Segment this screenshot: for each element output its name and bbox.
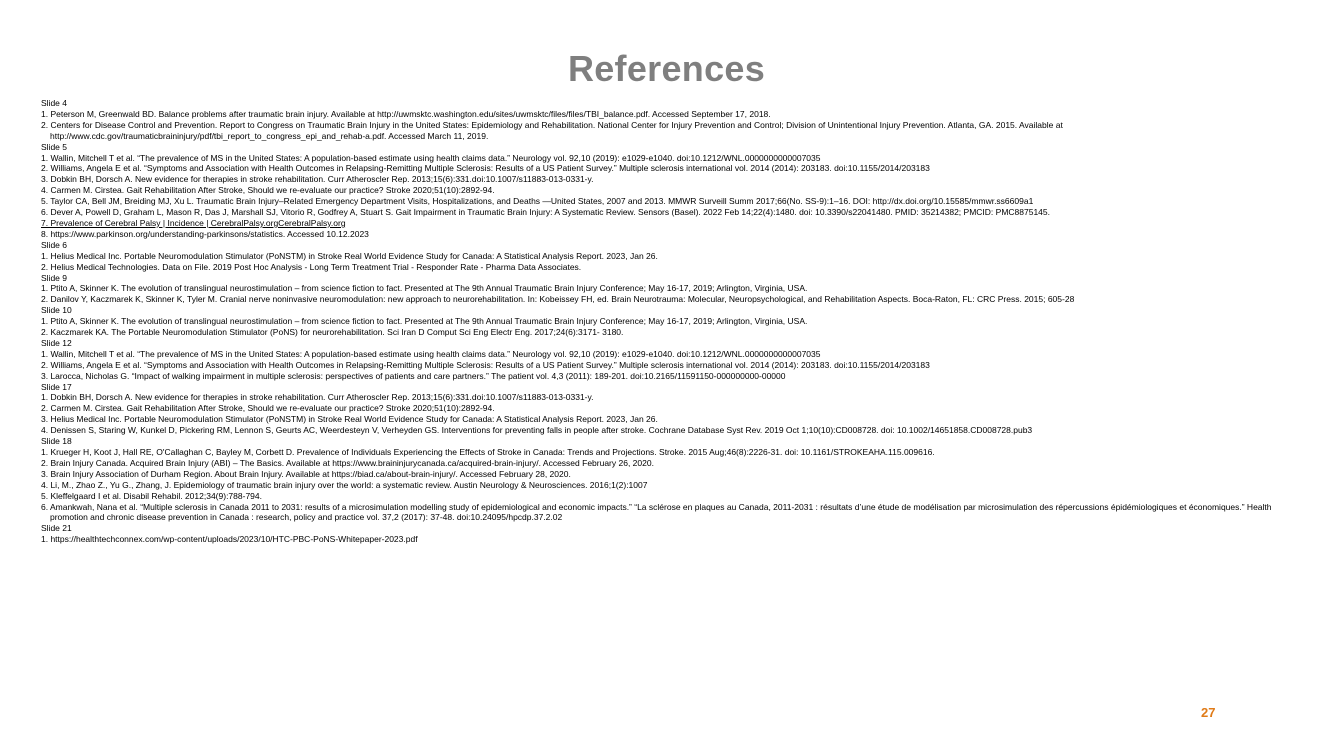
reference-item: 1. Helius Medical Inc. Portable Neuromodulation Stimulator (PoNSTM) in Stroke Real World Evidence Study for Canada: A Statistical Analysis Report. 2023, Jan 26. [41,250,658,261]
slide-label: Slide 6 [41,239,67,250]
reference-item: 2. Brain Injury Canada. Acquired Brain Injury (ABI) – The Basics. Available at https://www.braininjurycanada.ca/acquired-brain-injury/. Accessed February 26, 2020. [41,457,654,468]
reference-item: 2. Williams, Angela E et al. “Symptoms and Association with Health Outcomes in Relapsing-Remitting Multiple Sclerosis: Results of a US Patient Survey.” Multiple sclerosis international vol. 2014 (2014): 203183. doi:10.1155/2014/203183 [41,163,930,174]
reference-item: 8. https://www.parkinson.org/understanding-parkinsons/statistics. Accessed 10.12.2023 [41,228,369,239]
reference-item: 1. Wallin, Mitchell T et al. “The prevalence of MS in the United States: A population-based estimate using health claims data.” Neurology vol. 92,10 (2019): e1029-e1040. doi:10.1212/WNL.0000000000007035 [41,348,821,359]
reference-item: 3. Larocca, Nicholas G. “Impact of walking impairment in multiple sclerosis: perspectives of patients and care partners.” The patient vol. 4,3 (2011): 189-201. doi:10.2165/11591150-000000000-00000 [41,370,786,381]
reference-item: 1. Krueger H, Koot J, Hall RE, O'Callaghan C, Bayley M, Corbett D. Prevalence of Individuals Experiencing the Effects of Stroke in Canada: Trends and Projections. Stroke. 2015 Aug;46(8):2226-31. doi: 10.1161/STROKEAHA.115.009616. [41,447,935,457]
reference-item: 1. Wallin, Mitchell T et al. “The prevalence of MS in the United States: A population-based estimate using health claims data.” Neurology vol. 92,10 (2019): e1029-e1040. doi:10.1212/WNL.0000000000007035 [41,152,821,163]
reference-item: 6. Dever A, Powell D, Graham L, Mason R, Das J, Marshall SJ, Vitorio R, Godfrey A, Stuart S. Gait Impairment in Traumatic Brain Injury: A Systematic Review. Sensors (Basel). 2022 Feb 14;22(4):1480. doi: 10.3390/s22041480. PMID: 35214382; PMCID: PMC8875145. [41,207,1050,218]
reference-item: 4. Denissen S, Staring W, Kunkel D, Pickering RM, Lennon S, Geurts AC, Weerdesteyn V, Verheyden GS. Interventions for preventing falls in people after stroke. Cochrane Database Syst Rev. 2019 Oct 1;10(10):CD008728. doi: 10.1002/14651858.CD008728.pub3 [41,425,1033,436]
reference-item: 6. Amankwah, Nana et al. “Multiple sclerosis in Canada 2011 to 2031: results of a microsimulation modelling study of epidemiological and economic impacts.” “La sclérose en plaques au Canada, 2011-2031 : résultats d’une étude de modélisation par microsimulation des répercussions épidémiologiques et économiques.” Health promotion and chronic disease prevention in Canada : research, policy and practice vol. 37,2 (2017): 37-48. doi:10.24095/hpcdp.37.2.02 [41,501,1272,523]
reference-item: 2. Williams, Angela E et al. “Symptoms and Association with Health Outcomes in Relapsing-Remitting Multiple Sclerosis: Results of a US Patient Survey.” Multiple sclerosis international vol. 2014 (2014): 203183. doi:10.1155/2014/203183 [41,359,930,370]
slide-label: Slide 17 [41,381,72,392]
reference-item: 1. Ptito A, Skinner K. The evolution of translingual neurostimulation – from science fiction to fact. Presented at The 9th Annual Traumatic Brain Injury Conference; May 16-17, 2019; Arlington, Virginia, USA. [41,316,808,327]
slide-label: Slide 18 [41,436,72,447]
reference-item: 2. Centers for Disease Control and Prevention. Report to Congress on Traumatic Brain Injury in the United States: Epidemiology and Rehabilitation. National Center for Injury Prevention and Control; Division of Unintentional Injury Prevention. Atlanta, GA. 2015. Available at http://www.cdc.gov/traumaticbraininjury/pdf/tbi_report_to_congress_epi_and_rehab-a.pdf. Accessed March 11, 2019. [41,119,1063,141]
slide-label: Slide 5 [41,141,67,152]
reference-item: 2. Helius Medical Technologies. Data on File. 2019 Post Hoc Analysis - Long Term Treatment Trial - Responder Rate - Pharma Data Associates. [41,261,582,272]
reference-item: 5. Kleffelgaard I et al. Disabil Rehabil. 2012;34(9):788-794. [41,490,262,501]
reference-item: 3. Helius Medical Inc. Portable Neuromodulation Stimulator (PoNSTM) in Stroke Real World Evidence Study for Canada: A Statistical Analysis Report. 2023, Jan 26. [41,414,658,425]
reference-item: 4. Li, M., Zhao Z., Yu G., Zhang, J. Epidemiology of traumatic brain injury over the world: a systematic review. Austin Neurology & Neurosciences. 2016;1(2):1007 [41,479,648,490]
page-title: References [567,48,766,89]
slide-label: Slide 9 [41,272,67,283]
reference-item: 5. Taylor CA, Bell JM, Breiding MJ, Xu L. Traumatic Brain Injury–Related Emergency Department Visits, Hospitalizations, and Deaths —United States, 2007 and 2013. MMWR Surveill Summ 2017;66(No. SS-9):1–16. DOI: http://dx.doi.org/10.15585/mmwr.ss6609a1 [41,196,1034,207]
reference-item: 2. Danilov Y, Kaczmarek K, Skinner K, Tyler M. Cranial nerve noninvasive neuromodulation: new approach to neurorehabilitation. In: Kobeissey FH, ed. Brain Neurotrauma: Molecular, Neuropsychological, and Rehabilitation Aspects. Boca-Raton, FL: CRC Press. 2015; 605-28 [41,294,1075,305]
reference-item: 1. Ptito A, Skinner K. The evolution of translingual neurostimulation – from science fiction to fact. Presented at The 9th Annual Traumatic Brain Injury Conference; May 16-17, 2019; Arlington, Virginia, USA. [41,283,808,294]
references-list [41,98,1286,545]
slide-label: Slide 12 [41,337,72,348]
slide-label: Slide 21 [41,523,72,534]
reference-link[interactable]: 7. Prevalence of Cerebral Palsy | Incidence | CerebralPalsy.orgCerebralPalsy.org [41,217,346,228]
reference-item: 1. Dobkin BH, Dorsch A. New evidence for therapies in stroke rehabilitation. Curr Atheroscler Rep. 2013;15(6):331.doi:10.1007/s11883-013-0331-y. [41,392,594,403]
page-number: 27 [1201,705,1216,720]
reference-item: 1. Peterson M, Greenwald BD. Balance problems after traumatic brain injury. Available at http://uwmsktc.washington.edu/sites/uwmsktc/files/files/TBI_balance.pdf. Accessed September 17, 2018. [41,108,771,119]
slide-label: Slide 10 [41,305,72,316]
reference-item: 2. Carmen M. Cirstea. Gait Rehabilitation After Stroke, Should we re-evaluate our practice? Stroke 2020;51(10):2892-94. [41,403,495,414]
reference-item: 1. https://healthtechconnex.com/wp-content/uploads/2023/10/HTC-PBC-PoNS-Whitepaper-2023.pdf [41,534,418,545]
reference-item: 3. Brain Injury Association of Durham Region. About Brain Injury. Available at https://biad.ca/about-brain-injury/. Accessed February 28, 2020. [41,468,571,479]
reference-item: 2. Kaczmarek KA. The Portable Neuromodulation Stimulator (PoNS) for neurorehabilitation. Sci Iran D Comput Sci Eng Electr Eng. 2017;24(6):3171- 3180. [41,327,624,338]
slide-label: Slide 4 [41,98,67,108]
reference-item: 4. Carmen M. Cirstea. Gait Rehabilitation After Stroke, Should we re-evaluate our practice? Stroke 2020;51(10):2892-94. [41,185,495,196]
reference-item: 3. Dobkin BH, Dorsch A. New evidence for therapies in stroke rehabilitation. Curr Atheroscler Rep. 2013;15(6):331.doi:10.1007/s11883-013-0331-y. [41,174,594,185]
